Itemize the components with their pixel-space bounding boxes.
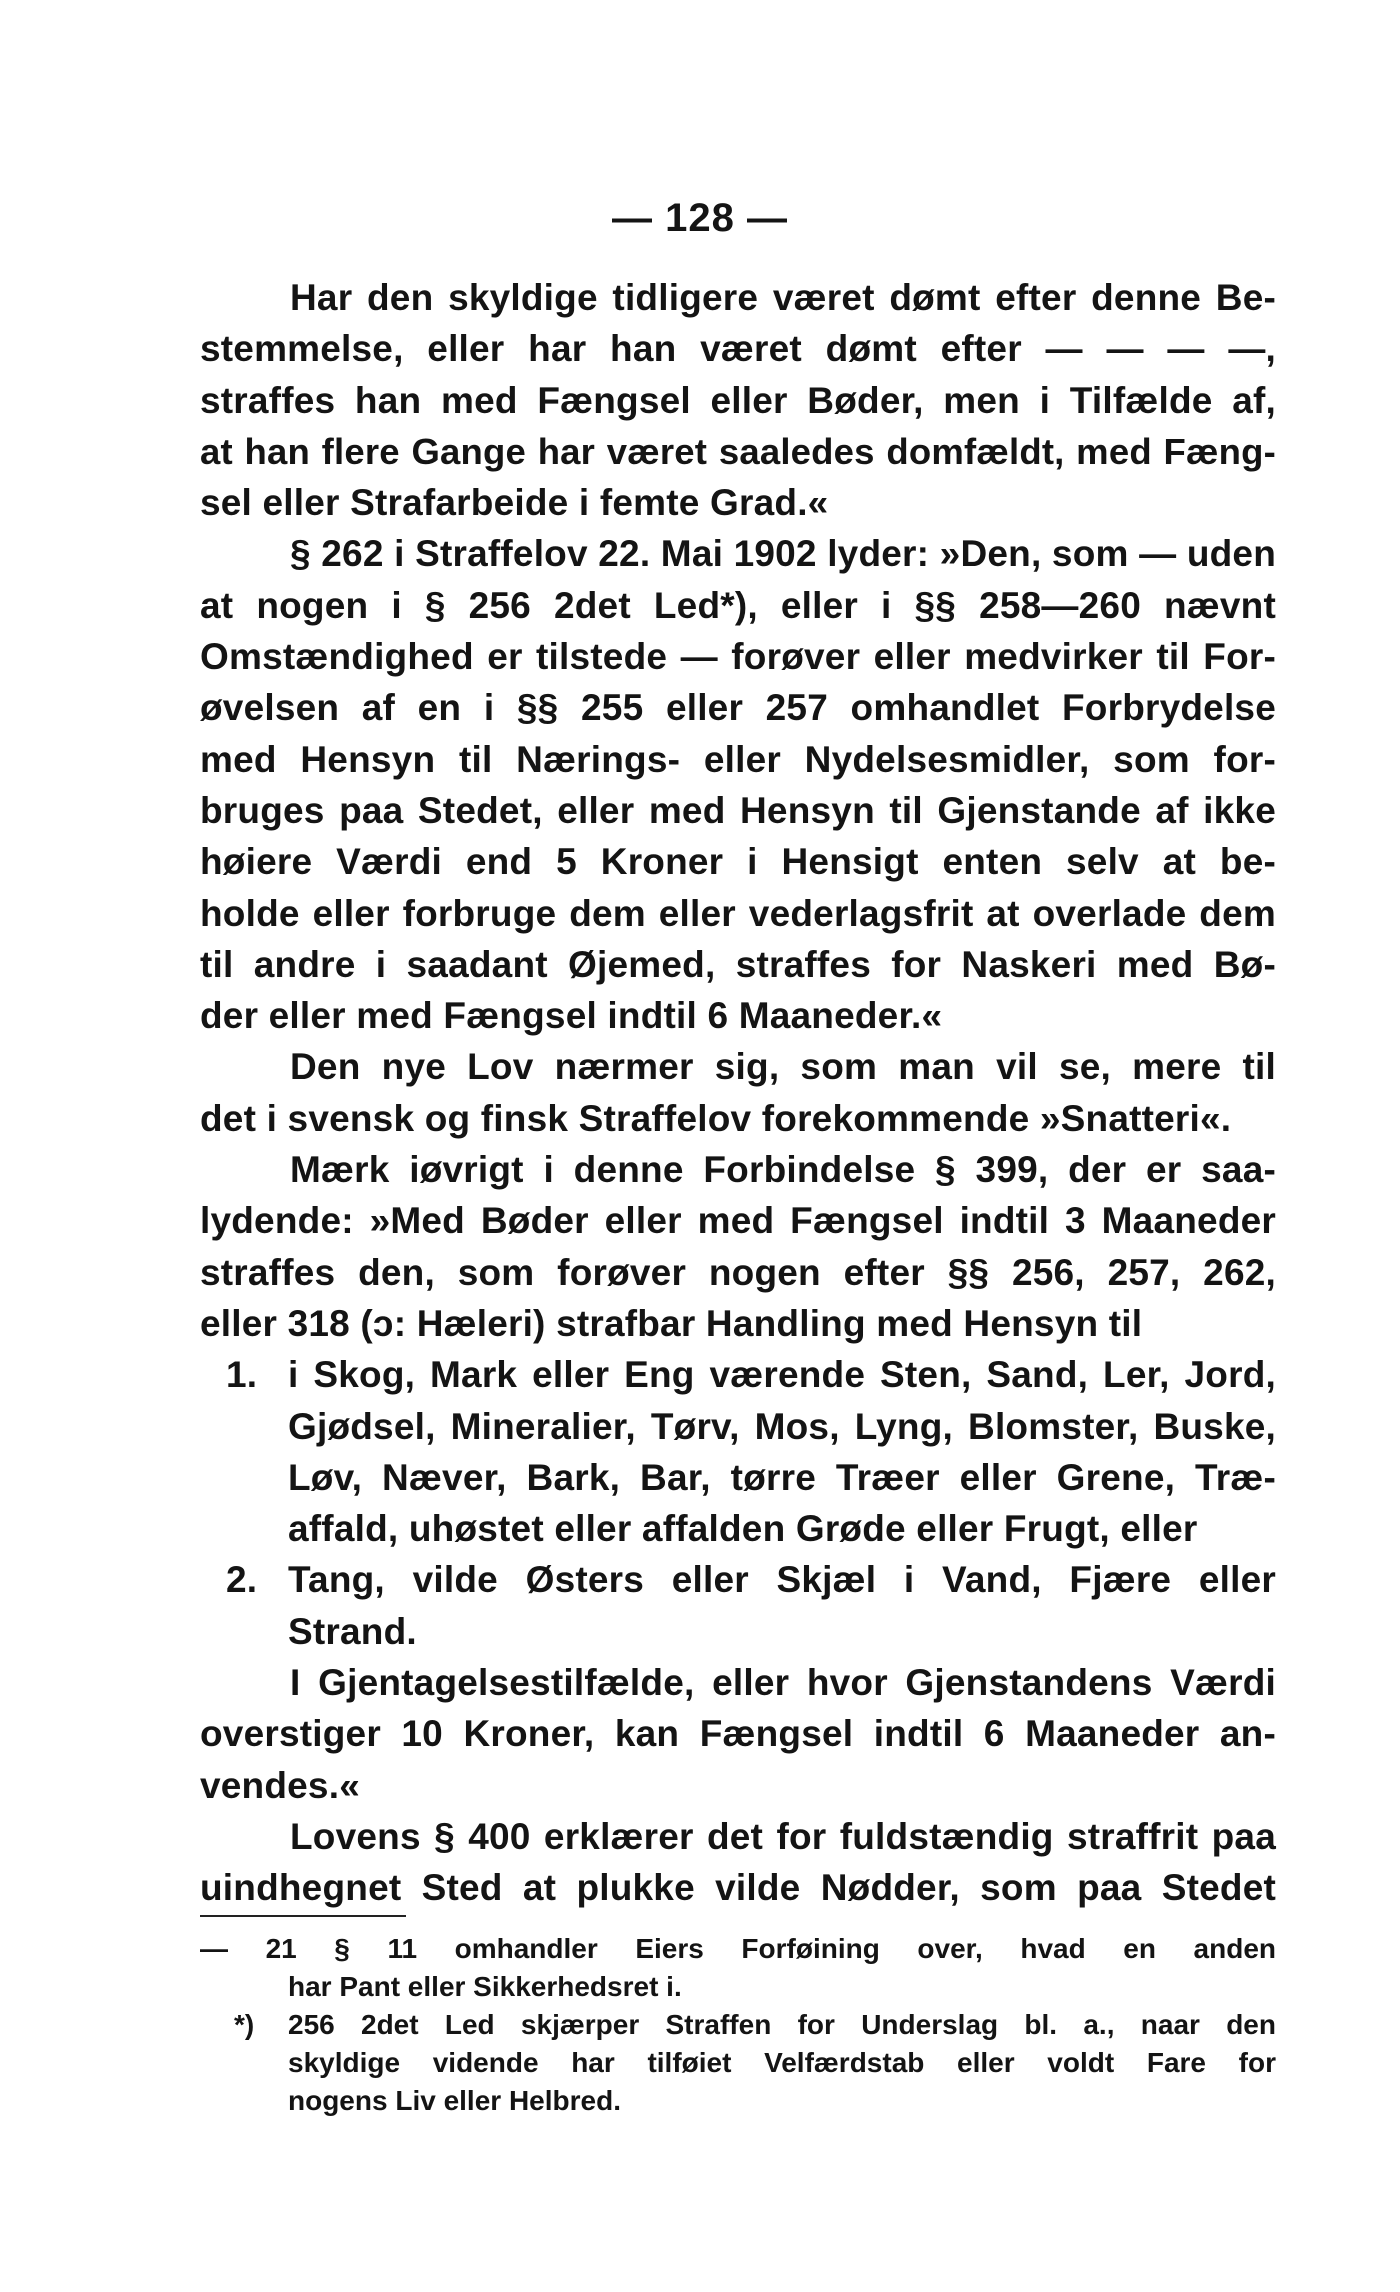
text-line: stemmelse, eller har han været dømt efter — — — —, bbox=[200, 328, 1276, 370]
text-line: Løv, Næver, Bark, Bar, tørre Træer eller Grene, Træ- bbox=[288, 1456, 1276, 1498]
text-line bbox=[200, 1554, 1276, 1605]
text-line: I Gjentagelsestilfælde, eller hvor Gjenstandens Værdi bbox=[290, 1662, 1276, 1704]
text-line: vendes.« bbox=[200, 1764, 360, 1806]
list-number: 2. bbox=[226, 1559, 258, 1601]
text-line: der eller med Fængsel indtil 6 Maaneder.« bbox=[200, 995, 943, 1037]
text-line: høiere Værdi end 5 Kroner i Hensigt enten selv at be- bbox=[200, 841, 1276, 883]
text-line: at nogen i § 256 2det Led*), eller i §§ 258—260 nævnt bbox=[200, 584, 1276, 626]
body-text bbox=[200, 272, 1276, 1914]
footnote-line: — 21 § 11 omhandler Eiers Forføining over, hvad en anden bbox=[200, 1933, 1276, 1964]
text-line: med Hensyn til Nærings- eller Nydelsesmidler, som for- bbox=[200, 738, 1276, 780]
text-line: straffes han med Fængsel eller Bøder, men i Tilfælde af, bbox=[200, 379, 1276, 421]
footnote-separator bbox=[200, 1915, 406, 1917]
text-line: affald, uhøstet eller affalden Grøde eller Frugt, eller bbox=[288, 1508, 1198, 1550]
text-line: overstiger 10 Kroner, kan Fængsel indtil 6 Maaneder an- bbox=[200, 1713, 1276, 1755]
footnote-text: 256 2det Led skjærper Straffen for Underslag bl. a., naar den bbox=[288, 2009, 1276, 2040]
text-line: Gjødsel, Mineralier, Tørv, Mos, Lyng, Blomster, Buske, bbox=[288, 1405, 1276, 1447]
footnote-line: skyldige vidende har tilføiet Velfærdstab eller voldt Fare for bbox=[288, 2047, 1276, 2078]
text-line: til andre i saadant Øjemed, straffes for Naskeri med Bø- bbox=[200, 943, 1276, 985]
text-line: Omstændighed er tilstede — forøver eller medvirker til For- bbox=[200, 636, 1276, 678]
text-line: sel eller Strafarbeide i femte Grad.« bbox=[200, 482, 829, 524]
text-line: bruges paa Stedet, eller med Hensyn til Gjenstande af ikke bbox=[200, 789, 1276, 831]
text-line: at han flere Gange har været saaledes domfældt, med Fæng- bbox=[200, 430, 1276, 472]
text-line: Den nye Lov nærmer sig, som man vil se, mere til bbox=[290, 1046, 1276, 1088]
text-line: Har den skyldige tidligere været dømt efter denne Be- bbox=[290, 277, 1276, 318]
text-line: øvelsen af en i §§ 255 eller 257 omhandlet Forbrydelse bbox=[200, 687, 1276, 729]
footnote-line: nogens Liv eller Helbred. bbox=[288, 2085, 621, 2116]
text-line: det i svensk og finsk Straffelov forekommende »Snatteri«. bbox=[200, 1097, 1232, 1139]
text-line: straffes den, som forøver nogen efter §§ 256, 257, 262, bbox=[200, 1251, 1276, 1293]
footnote-marker: *) bbox=[234, 2009, 255, 2040]
footnote-line: har Pant eller Sikkerhedsret i. bbox=[288, 1971, 682, 2002]
text-line: lydende: »Med Bøder eller med Fængsel indtil 3 Maaneder bbox=[200, 1200, 1276, 1242]
text-line: holde eller forbruge dem eller vederlagsfrit at overlade dem bbox=[200, 892, 1276, 934]
footnotes bbox=[200, 1930, 1276, 2120]
text-line bbox=[200, 1349, 1276, 1400]
text-line: § 262 i Straffelov 22. Mai 1902 lyder: »Den, som — uden bbox=[290, 533, 1276, 575]
footnote-line bbox=[200, 2006, 1276, 2044]
page-number: — 128 — bbox=[612, 196, 788, 240]
text-line: eller 318 (ɔ: Hæleri) strafbar Handling med Hensyn til bbox=[200, 1302, 1143, 1344]
list-item-text: i Skog, Mark eller Eng værende Sten, Sand, Ler, Jord, bbox=[288, 1354, 1276, 1396]
text-line: Strand. bbox=[288, 1610, 417, 1652]
text-line: Mærk iøvrigt i denne Forbindelse § 399, der er saa- bbox=[290, 1149, 1276, 1191]
text-line: Lovens § 400 erklærer det for fuldstændig straffrit paa bbox=[290, 1815, 1276, 1857]
list-number: 1. bbox=[226, 1354, 258, 1396]
text-line: uindhegnet Sted at plukke vilde Nødder, som paa Stedet bbox=[200, 1867, 1276, 1909]
list-item-text: Tang, vilde Østers eller Skjæl i Vand, Fjære eller bbox=[288, 1559, 1276, 1601]
